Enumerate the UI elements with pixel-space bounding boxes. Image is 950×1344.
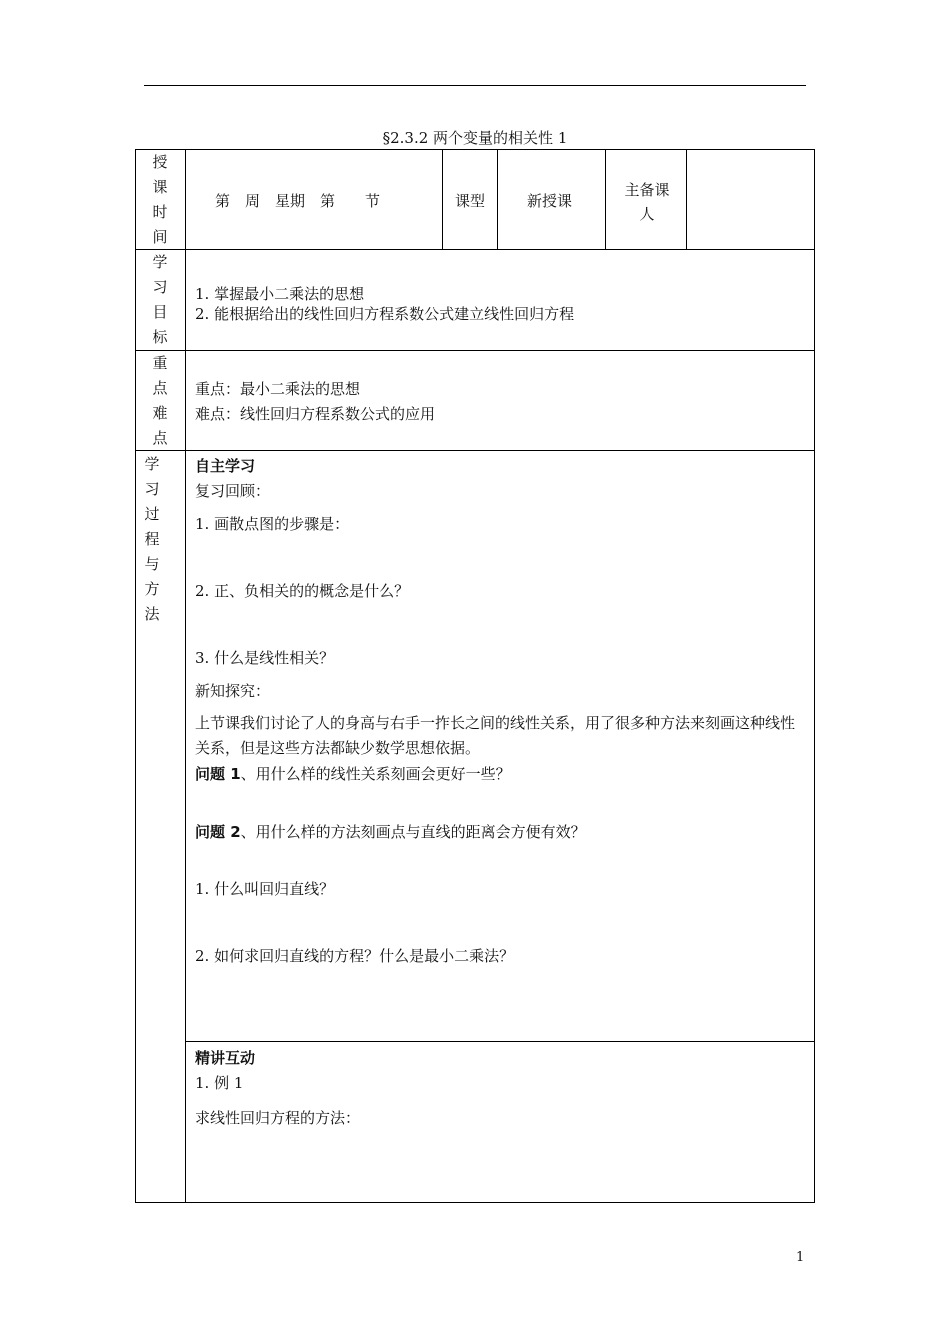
- lesson-type-value: 新授课: [527, 192, 573, 210]
- row-divider: [135, 350, 815, 351]
- row-label-keypoints: 重 点 难 点: [152, 354, 168, 447]
- cell-divider: [686, 149, 687, 249]
- problem-2-text: 、用什么样的方法刻画点与直线的距离会方便有效？: [240, 823, 586, 841]
- row-label-process: 学 习 过 程 与 方 法: [144, 455, 160, 623]
- explore-label: 新知探究：: [195, 682, 271, 700]
- key-point: 重点：最小二乘法的思想: [195, 380, 361, 398]
- row-divider: [135, 249, 815, 250]
- difficult-point: 难点：线性回归方程系数公式的应用: [195, 405, 436, 423]
- page-number: 1: [796, 1250, 805, 1265]
- example-label: 1. 例 1: [195, 1074, 244, 1092]
- problem-1-text: 、用什么样的线性关系刻画会更好一些？: [240, 765, 511, 783]
- section-divider: [185, 1041, 815, 1042]
- review-label: 复习回顾：: [195, 482, 271, 500]
- review-question: 2. 正、负相关的的概念是什么？: [195, 582, 410, 600]
- problem-2-label: 问题 2: [195, 823, 241, 841]
- problem-2: [195, 821, 586, 842]
- sub-question: 2. 如何求回归直线的方程？什么是最小二乘法？: [195, 947, 515, 965]
- preparer-label: 主备课人: [624, 181, 670, 223]
- cell-divider: [605, 149, 606, 249]
- explore-paragraph: 上节课我们讨论了人的身高与右手一拃长之间的线性关系，用了很多种方法来刻画这种线性关系，但是这些方法都缺少数学思想依据。: [195, 714, 796, 757]
- header-rule: [144, 85, 806, 86]
- row-divider: [135, 450, 815, 451]
- page-title: §2.3.2 两个变量的相关性 1: [382, 129, 568, 147]
- review-question: 1. 画散点图的步骤是：: [195, 515, 350, 533]
- problem-1: [195, 763, 511, 784]
- row-label-goals: 学 习 目 标: [152, 253, 168, 346]
- lesson-type-label: 课型: [455, 192, 486, 210]
- method-label: 求线性回归方程的方法：: [195, 1109, 361, 1127]
- cell-divider: [497, 149, 498, 249]
- review-question: 3. 什么是线性相关？: [195, 649, 335, 667]
- sub-question: 1. 什么叫回归直线？: [195, 880, 335, 898]
- interaction-heading: 精讲互动: [195, 1049, 256, 1067]
- label-column-divider: [185, 149, 186, 1203]
- cell-divider: [442, 149, 443, 249]
- row-label-time: 授 课 时 间: [152, 153, 168, 246]
- goal-item: 1. 掌握最小二乘法的思想: [195, 285, 365, 303]
- schedule-text: 第 周 星期 第 节: [215, 192, 381, 210]
- goal-item: 2. 能根据给出的线性回归方程系数公式建立线性回归方程: [195, 305, 575, 323]
- self-study-heading: 自主学习: [195, 457, 256, 475]
- problem-1-label: 问题 1: [195, 765, 241, 783]
